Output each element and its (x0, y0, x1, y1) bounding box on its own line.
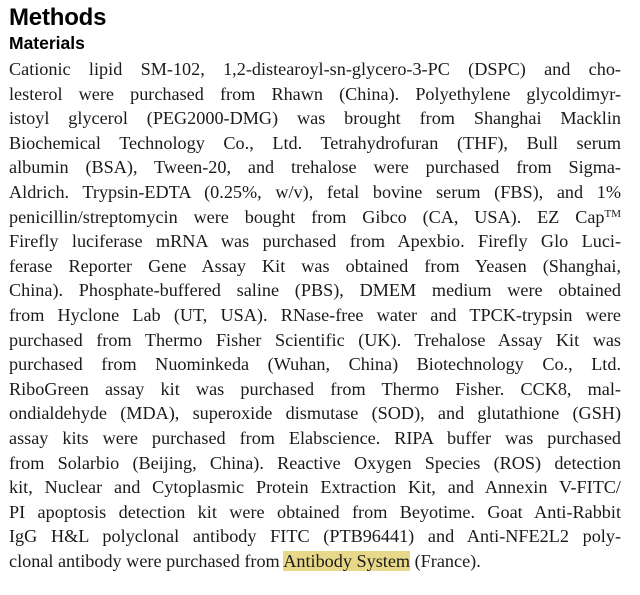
text-line-last (9, 549, 621, 574)
text-line-with-trademark (9, 205, 621, 230)
section-heading: Methods (9, 4, 107, 31)
text-line: kit, Nuclear and Cytoplasmic Protein Extraction Kit, and Annexin V-FITC/ (9, 477, 621, 498)
text-line: albumin (BSA), Tween-20, and trehalose were purchased from Sigma- (9, 157, 621, 178)
trademark-superscript: TM (604, 207, 621, 220)
text-line: assay kits were purchased from Elabscience. RIPA buffer was purchased (9, 427, 621, 448)
text-line: PI apoptosis detection kit were obtained from Beyotime. Goat Anti-Rabbit (9, 501, 621, 522)
text-line: ferase Reporter Gene Assay Kit was obtained from Yeasen (Shanghai, (9, 255, 621, 276)
text-line: istoyl glycerol (PEG2000-DMG) was brought from Shanghai Macklin (9, 108, 621, 129)
subsection-heading: Materials (9, 33, 85, 53)
methods-section (9, 4, 621, 573)
text-line: IgG H&L polyclonal antibody FITC (PTB96441) and Anti-NFE2L2 poly- (9, 526, 621, 547)
text-line: from Hyclone Lab (UT, USA). RNase-free water and TPCK-trypsin were (9, 304, 621, 325)
text-line: RiboGreen assay kit was purchased from Thermo Fisher. CCK8, mal- (9, 378, 621, 399)
materials-paragraph (9, 57, 621, 573)
text-fragment: penicillin/streptomycin were bought from Gibco (CA, USA). EZ Cap (9, 206, 605, 227)
text-line: from Solarbio (Beijing, China). Reactive Oxygen Species (ROS) detection (9, 452, 621, 473)
text-fragment: (France). (410, 550, 481, 571)
text-line: ondialdehyde (MDA), superoxide dismutase (SOD), and glutathione (GSH) (9, 403, 621, 424)
text-fragment: clonal antibody were purchased from (9, 550, 284, 571)
text-line: purchased from Nuominkeda (Wuhan, China) Biotechnology Co., Ltd. (9, 354, 621, 375)
text-line: Aldrich. Trypsin-EDTA (0.25%, w/v), fetal bovine serum (FBS), and 1% (9, 181, 621, 202)
text-line: lesterol were purchased from Rhawn (China). Polyethylene glycoldimyr- (9, 83, 621, 104)
highlighted-text[interactable]: Antibody System (283, 550, 411, 571)
text-line: Biochemical Technology Co., Ltd. Tetrahydrofuran (THF), Bull serum (9, 132, 621, 153)
text-line: Firefly luciferase mRNA was purchased from Apexbio. Firefly Glo Luci- (9, 231, 621, 252)
text-line: purchased from Thermo Fisher Scientific (UK). Trehalose Assay Kit was (9, 329, 621, 350)
text-line: Cationic lipid SM-102, 1,2-distearoyl-sn-glycero-3-PC (DSPC) and cho- (9, 59, 621, 79)
text-line: China). Phosphate-buffered saline (PBS), DMEM medium were obtained (9, 280, 621, 301)
